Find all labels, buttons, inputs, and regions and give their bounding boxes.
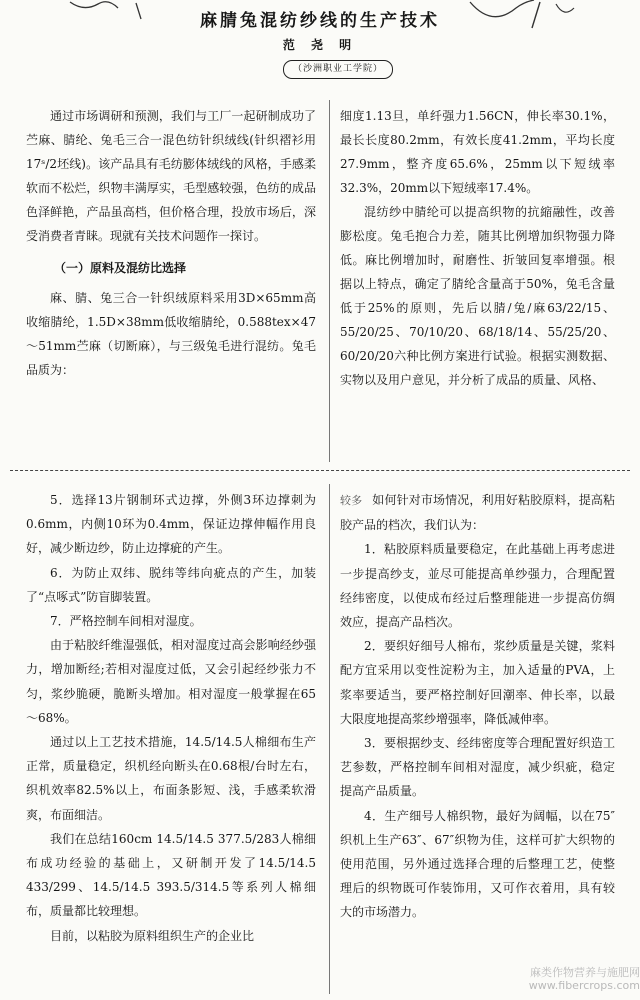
column-rule-top — [329, 100, 330, 462]
blend-paragraph: 混纺纱中腈纶可以提高织物的抗縮融性，改善膨松度。兔毛抱合力差，随其比例增加织物强力降低。麻比例增加时，耐磨性、折皱回复率增强。根据以上特点，确定了腈纶含量高于50%，兔毛含量低于25%的原则，先后以腈/兔/麻63/22/15、55/20/25、70/10/20、68/18/14、55/25/20、60/20/20六种比例方案进行试验。根据实测数据、实物以及用户意见，并分析了成品的质量、风格、 — [340, 205, 615, 387]
column-3 — [26, 488, 316, 948]
specs-paragraph: 细度1.13旦，单纤强力1.56CN，伸长率30.1%，最长长度80.2mm，有效长度41.2mm，平均长度27.9mm，整齐度65.6%，25mm以下短绒率32.3%，20mm以下短绒率17.4%。 — [340, 109, 615, 195]
list-item: 7．严格控制车间相对湿度。 — [50, 614, 202, 629]
list-item: 3．要根据纱支、经纬密度等合理配置好织造工艺参数，严格控制车间相对湿度，减少织疵，稳定提高产品质量。 — [340, 736, 615, 799]
result-paragraph: 通过以上工艺技术措施，14.5/14.5人棉细布生产正常，质量稳定，织机经向断头在0.68根/台时左右，织机效率82.5%以上，布面条影短、浅，手感柔软滑爽，布面细洁。 — [26, 735, 316, 822]
watermark-line-2: www.fibercrops.com — [528, 979, 640, 992]
list-item: 2．要织好细号人棉布，浆纱质量是关键，浆料配方宜采用以变性淀粉为主，加入适量的PVA，上浆率要适当，要严格控制好回潮率、伸长率，以最大限度地提高浆纱增强率，降低减伸率。 — [340, 639, 615, 726]
column-4 — [340, 488, 615, 925]
list-item: 4．生产细号人棉织物，最好为阔幅，以在75″织机上生产63″、67″织物为佳，这样可扩大织物的使用范围，另外通过选择合理的后整理工艺，使整理后的织物既可作装饰用，又可作衣着用，具有较大的市场潜力。 — [340, 808, 615, 920]
summary-paragraph: 我们在总结160cm 14.5/14.5 377.5/283人棉细布成功经验的基础上，又研制开发了14.5/14.5 433/299、14.5/14.5 393.5/314.5等系列人棉细布，质量都比较理想。 — [26, 831, 316, 919]
list-item: 6．为防止双纬、脱纬等纬向疵点的产生，加装了“点啄式”防盲脚装置。 — [26, 565, 316, 604]
closing-paragraph: 目前，以粘胶为原料组织生产的企业比 — [50, 928, 255, 943]
section-divider — [10, 470, 630, 472]
article-title: 麻腈兔混纺纱线的生产技术 — [200, 11, 440, 31]
article-author: 范 尧 明 — [282, 38, 358, 52]
site-watermark — [500, 966, 640, 992]
author-affiliation: （沙洲职业工学院） — [283, 60, 393, 79]
opening-paragraph — [340, 488, 615, 537]
jump-label: 较多 — [340, 494, 363, 507]
section-heading: （一）原料及混纺比选择 — [54, 261, 187, 275]
intro-paragraph: 通过市场调研和预测，我们与工厂一起研制成功了苎麻、腈纶、兔毛三合一混色纺针织绒线(针织褶衫用17ˢ/2坯线)。该产品具有毛纺膨体绒线的风格，手感柔软而不松烂，织物丰满厚实，毛型感较强，色纺的成品色泽鲜艳，产品虽高档，但价格合理，投放市场后，深受消费者青睐。现就有关技术问题作一探讨。 — [26, 109, 316, 243]
column-rule-bottom — [329, 484, 330, 994]
column-2 — [340, 104, 615, 392]
column-1 — [26, 104, 316, 382]
opening-text: 如何针对市场情况，利用好粘胶原料，提高粘胶产品的档次，我们认为： — [340, 493, 615, 533]
list-item: 5．选择13片钢制环式边撑，外侧3环边撑刺为0.6mm，内侧10环为0.4mm，保证边撑伸幅作用良好，减少断边纱，防止边撑疵的产生。 — [26, 493, 316, 556]
raw-material-paragraph: 麻、腈、兔三合一针织绒原料采用3D×65mm高收缩腈纶，1.5D×38mm低收缩腈纶，0.588tex×47～51mm苎麻（切断麻），与三级兔毛进行混纺。兔毛品质为： — [26, 291, 316, 377]
list-item: 1．粘胶原料质量要稳定，在此基础上再考虑进一步提高纱支，並尽可能提高单纱强力，合理配置经纬密度，以使成布经过后整理能进一步提高仿绸效应，提高产品档次。 — [340, 542, 615, 630]
humidity-paragraph: 由于粘胶纤维湿强低，相对湿度过高会影响经纱强力，增加断经;若相对湿度过低，又会引起经纱张力不匀，浆纱脆硬，脆断头增加。相对湿度一般掌握在65～68%。 — [26, 638, 316, 725]
watermark-line-1: 麻类作物营养与施肥网 — [530, 966, 640, 979]
